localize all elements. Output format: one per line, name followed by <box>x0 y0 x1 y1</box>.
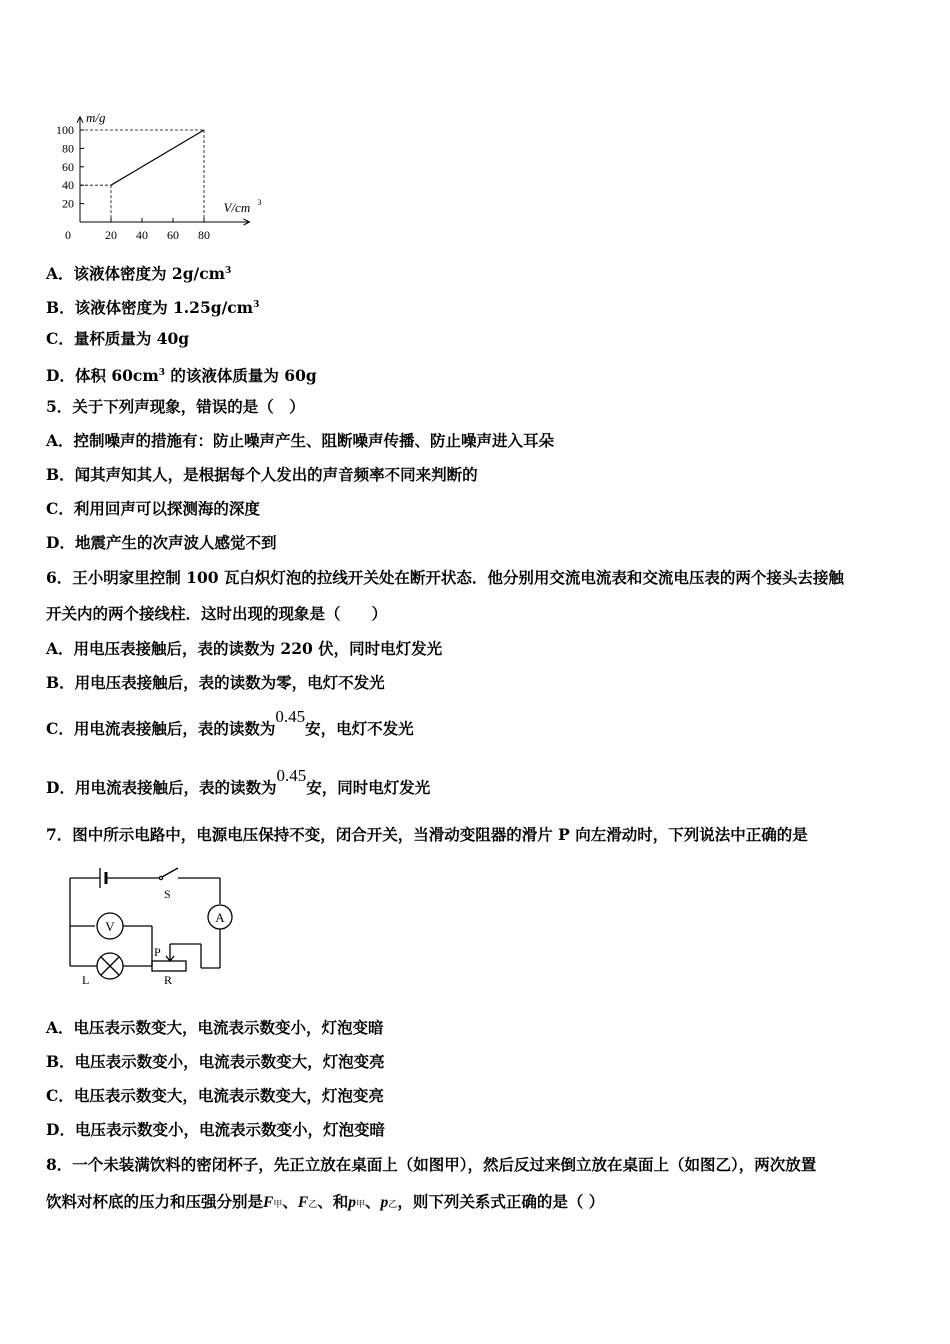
q8-force-symbol-1: F <box>263 1194 274 1211</box>
q7-option-c: C．电压表示数变大，电流表示数变大，灯泡变亮 <box>46 1086 384 1105</box>
q5-option-b: B．闻其声知其人，是根据每个人发出的声音频率不同来判断的 <box>46 465 478 484</box>
q6-option-b: B．用电压表接触后，表的读数为零，电灯不发光 <box>46 673 385 692</box>
q4-option-d-post: 的该液体质量为 60g <box>165 366 317 386</box>
x-tick-label: 80 <box>198 228 210 242</box>
q6-option-d <box>46 766 431 798</box>
q4-option-a-text: A．该液体密度为 2g/cm <box>46 264 226 284</box>
mass-volume-chart <box>40 100 280 250</box>
q4-option-b-text: B．该液体密度为 1.25g/cm <box>46 298 254 318</box>
q6-option-d-value: 0.45 <box>276 766 307 785</box>
q4-option-d-pre: D．体积 60cm <box>46 366 159 386</box>
q8-and: 、和 <box>317 1192 349 1211</box>
q6-option-c-pre: C．用电流表接触后，表的读数为 <box>46 719 276 738</box>
x-tick-label: 40 <box>136 228 148 242</box>
x-axis-label: V/cm <box>223 200 251 215</box>
q7-stem: 7．图中所示电路中，电源电压保持不变，闭合开关，当滑动变阻器的滑片 P 向左滑动时，下列说法中正确的是 <box>46 825 808 844</box>
q4-option-b-sup: 3 <box>253 300 260 310</box>
q8-line2-post: ，则下列关系式正确的是（ ） <box>397 1192 605 1211</box>
y-tick-label: 20 <box>62 196 74 211</box>
q8-sep-2: 、 <box>365 1192 381 1211</box>
q8-line2-pre: 饮料对杯底的压力和压强分别是 <box>46 1192 264 1211</box>
q6-option-c <box>46 707 414 739</box>
q4-option-d <box>46 363 317 386</box>
q5-option-a: A．控制噪声的措施有：防止噪声产生、阻断噪声传播、防止噪声进入耳朵 <box>46 431 555 450</box>
x-tick-label: 20 <box>105 228 117 242</box>
q5-option-d: D．地震产生的次声波人感觉不到 <box>46 533 277 552</box>
q4-option-d-sup: 3 <box>158 368 166 378</box>
origin-label: 0 <box>65 228 71 242</box>
y-tick-label: 40 <box>62 178 74 193</box>
q7-option-d: D．电压表示数变小，电流表示数变小，灯泡变暗 <box>46 1120 385 1139</box>
q8-sep-1: 、 <box>282 1192 298 1211</box>
q6-option-c-post: 安，电灯不发光 <box>305 719 414 738</box>
voltmeter-label: V <box>105 919 115 934</box>
q6-option-d-post: 安，同时电灯发光 <box>306 778 431 797</box>
y-axis-label: m/g <box>86 109 106 125</box>
q4-option-c: C．量杯质量为 40g <box>46 329 190 348</box>
q7-option-a: A．电压表示数变大，电流表示数变小，灯泡变暗 <box>46 1018 384 1037</box>
q7-option-b: B．电压表示数变小，电流表示数变大，灯泡变亮 <box>46 1052 385 1071</box>
q8-sub-jia-1: 甲 <box>273 1200 283 1210</box>
q6-stem-line1: 6．王小明家里控制 100 瓦白炽灯泡的拉线开关处在断开状态．他分别用交流电流表和交流电压表的两个接头去接触 <box>46 568 844 587</box>
switch-label: S <box>164 887 171 901</box>
q6-option-a: A．用电压表接触后，表的读数为 220 伏，同时电灯发光 <box>46 639 443 658</box>
slider-label: P <box>154 945 161 959</box>
y-tick-label: 60 <box>62 159 74 174</box>
q6-option-d-pre: D．用电流表接触后，表的读数为 <box>46 778 277 797</box>
rheostat-label: R <box>164 973 173 987</box>
q4-option-a <box>46 261 231 284</box>
q8-sub-jia-2: 甲 <box>356 1200 366 1210</box>
q4-option-a-sup: 3 <box>225 266 232 276</box>
x-axis-label-sup: 3 <box>257 198 262 207</box>
q8-stem-line2 <box>46 1192 604 1215</box>
q8-sub-yi-1: 乙 <box>308 1200 318 1210</box>
ammeter-label: A <box>215 910 225 925</box>
q8-pressure-symbol-2: p <box>380 1194 389 1211</box>
q6-stem-line2: 开关内的两个接线柱．这时出现的现象是（ ） <box>46 604 388 623</box>
q4-option-b <box>46 295 259 318</box>
y-tick-label: 80 <box>62 141 74 156</box>
q8-pressure-symbol-1: p <box>348 1194 357 1211</box>
lamp-label: L <box>82 973 90 987</box>
series-line <box>111 130 204 185</box>
q8-stem-line1: 8．一个未装满饮料的密闭杯子，先正立放在桌面上（如图甲），然后反过来倒立放在桌面上（如图乙），两次放置 <box>46 1155 817 1174</box>
y-tick-label: 100 <box>56 123 74 137</box>
q8-force-symbol-2: F <box>297 1194 309 1211</box>
q6-option-c-value: 0.45 <box>275 707 306 726</box>
q8-sub-yi-2: 乙 <box>388 1200 398 1210</box>
circuit-diagram <box>60 860 250 990</box>
q5-stem: 5．关于下列声现象，错误的是（ ） <box>46 397 305 416</box>
q5-option-c: C．利用回声可以探测海的深度 <box>46 499 260 518</box>
x-tick-label: 60 <box>167 228 179 242</box>
